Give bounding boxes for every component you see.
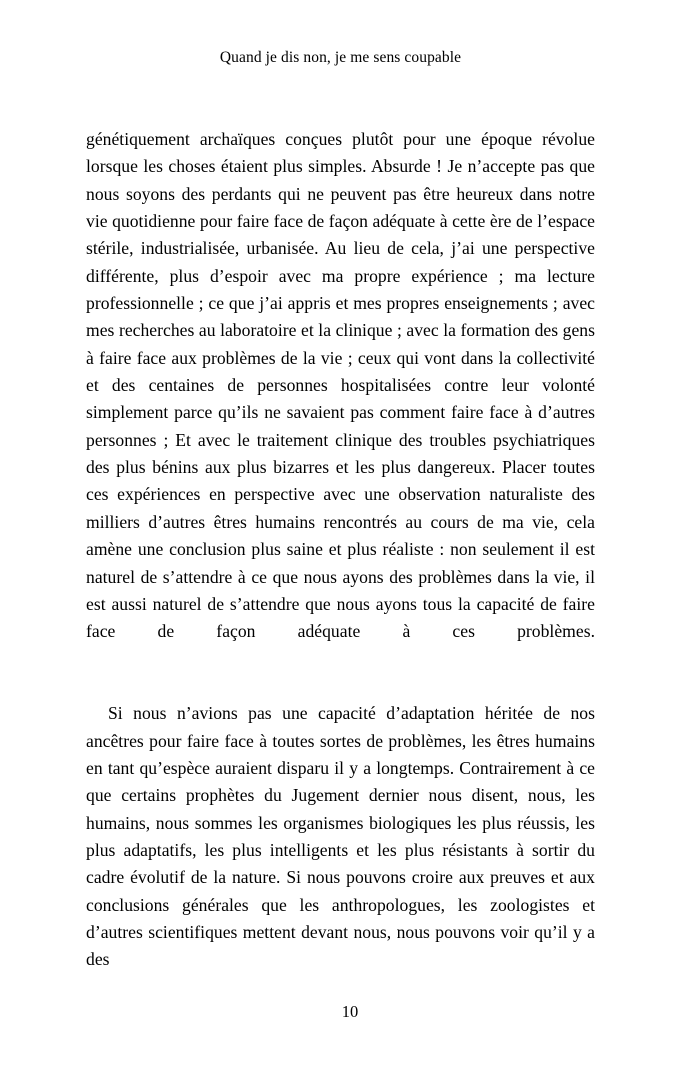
body-paragraph-1: génétiquement archaïques conçues plutôt pour une époque révolue lorsque les choses étaient plus simples. Absurde ! Je n’accepte pas que nous soyons des perdants qui ne peuvent pas être heureux dans notre vie quotidienne pour faire face de façon adéquate à cette ère de l’espace stérile, industrialisée, urbanisée. Au lieu de cela, j’ai une perspective différente, plus d’espoir avec ma propre expérience ; ma lecture professionnelle ; ce que j’ai appris et mes propres enseignements ; avec mes recherches au laboratoire et la clinique ; avec la formation des gens à faire face aux problèmes de la vie ; ceux qui vont dans la collectivité et des centaines de personnes hospitalisées contre leur volonté simplement parce qu’ils ne savaient pas comment faire face à d’autres personnes ; Et avec le traitement clinique des troubles psychiatriques des plus bénins aux plus bizarres et les plus dangereux. Placer toutes ces expériences en perspective avec une observation naturaliste des milliers d’autres êtres humains rencontrés au cours de ma vie, cela amène une conclusion plus saine et plus réaliste : non seulement il est naturel de s’attendre à ce que nous ayons des problèmes dans la vie, il est aussi naturel de s’attendre que nous ayons tous la capacité de faire face de façon adéquate à ces problèmes. [86, 129, 595, 642]
page-number: 10 [341, 1002, 359, 1021]
running-head-title: Quand je dis non, je me sens coupable [219, 49, 462, 66]
body-text-block [86, 126, 595, 1001]
body-paragraph-2: Si nous n’avions pas une capacité d’adaptation héritée de nos ancêtres pour faire face à toutes sortes de problèmes, les êtres humains en tant qu’espèce auraient disparu il y a longtemps. Contrairement à ce que certains prophètes du Jugement dernier nous disent, nous, les humains, nous sommes les organismes biologiques les plus réussis, les plus adaptatifs, les plus intelligents et les plus résistants à sortir du cadre évolutif de la nature. Si nous pouvons croire aux preuves et aux conclusions générales que les anthropologues, les zoologistes et d’autres scientifiques mettent devant nous, nous pouvons voir qu’il y a des [86, 703, 595, 970]
